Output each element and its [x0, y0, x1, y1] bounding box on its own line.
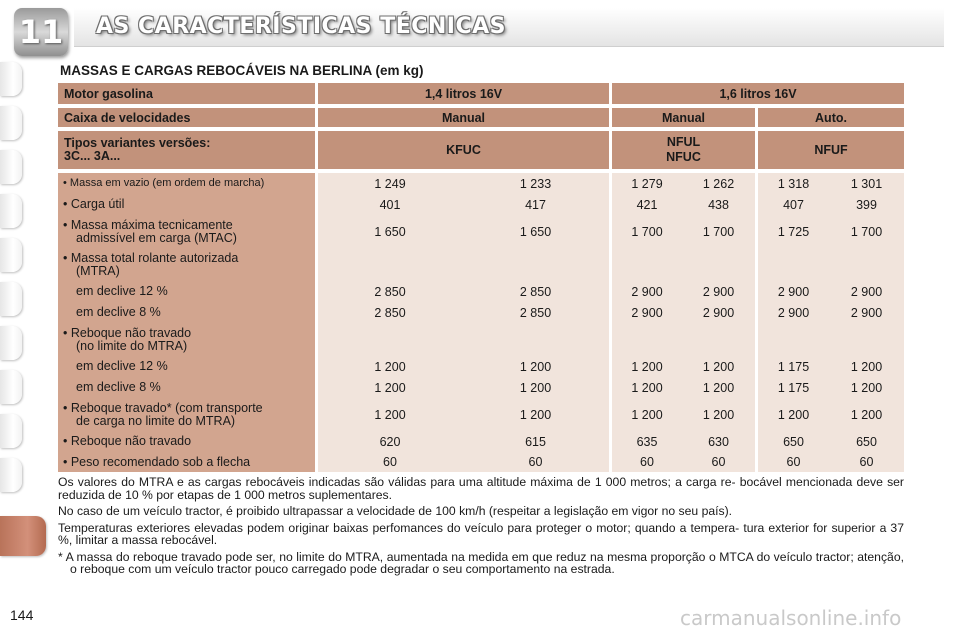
row-label — [58, 248, 315, 281]
row-label-text: • Massa total rolante autorizada — [63, 250, 239, 265]
gearbox-col-2: Manual — [609, 108, 755, 127]
variants-label-line-2: 3C... 3A... — [64, 149, 121, 163]
row-value: 1 262 — [682, 173, 755, 194]
table-row — [58, 173, 904, 194]
engine-row — [58, 83, 904, 104]
row-label-text: • Reboque travado* (com transporte — [63, 400, 263, 415]
table-row — [58, 356, 904, 377]
engine-col-2: 1,6 litros 16V — [609, 83, 904, 104]
row-value: 1 200 — [682, 356, 755, 377]
table-row — [58, 194, 904, 215]
row-value: 1 318 — [755, 173, 829, 194]
row-label-text: • Peso recomendado sob a flecha — [63, 454, 251, 469]
row-label-text: • Massa em vazio (em ordem de marcha) — [63, 177, 265, 189]
row-label-text: em declive 8 % — [76, 380, 161, 394]
row-value: 1 200 — [609, 377, 682, 398]
row-value: 650 — [829, 431, 904, 452]
watermark: carmanualsonline.info — [680, 606, 902, 630]
row-value — [315, 248, 462, 281]
row-value: 1 650 — [462, 215, 609, 248]
row-value: 1 175 — [755, 377, 829, 398]
row-value: 438 — [682, 194, 755, 215]
chapter-tab[interactable] — [0, 458, 22, 492]
row-value: 1 200 — [462, 377, 609, 398]
row-value: 60 — [755, 452, 829, 472]
row-value — [462, 248, 609, 281]
row-label — [58, 377, 315, 398]
row-value — [755, 248, 829, 281]
note-footnote: * A massa do reboque travado pode ser, no limite do MTRA, aumentada na medida em que reduz na mesma proporção o MTCA do veículo tractor; atenção, o reboque com um veículo tractor pouco carregado pode degradar o seu comportamento na estrada. — [58, 549, 904, 576]
row-value: 1 200 — [682, 398, 755, 431]
row-label — [58, 323, 315, 356]
row-value: 1 200 — [315, 398, 462, 431]
row-value: 1 200 — [755, 398, 829, 431]
row-label — [58, 302, 315, 323]
table-row — [58, 215, 904, 248]
row-value: 1 200 — [829, 377, 904, 398]
row-label-text: • Reboque não travado — [63, 434, 192, 448]
row-value: 60 — [609, 452, 682, 472]
row-label-text: em declive 8 % — [76, 305, 161, 319]
row-value: 1 200 — [682, 377, 755, 398]
row-value: 650 — [755, 431, 829, 452]
gearbox-col-1: Manual — [315, 108, 609, 127]
row-value — [315, 323, 462, 356]
chapter-tab[interactable] — [0, 238, 22, 272]
row-value: 60 — [315, 452, 462, 472]
gearbox-label: Caixa de velocidades — [58, 108, 315, 127]
row-label-text-2: (no limite do MTRA) — [76, 338, 188, 353]
row-value: 2 850 — [315, 281, 462, 302]
row-value — [682, 248, 755, 281]
row-value: 1 279 — [609, 173, 682, 194]
table-row — [58, 377, 904, 398]
row-value: 2 900 — [609, 281, 682, 302]
row-value: 60 — [682, 452, 755, 472]
row-value: 2 900 — [755, 302, 829, 323]
row-label — [58, 281, 315, 302]
row-label-text: em declive 12 % — [76, 359, 168, 373]
engine-label: Motor gasolina — [58, 83, 315, 104]
variants-label-line-1: Tipos variantes versões: — [64, 136, 211, 150]
section-title: MASSAS E CARGAS REBOCÁVEIS NA BERLINA (em kg) — [60, 63, 424, 78]
gearbox-row — [58, 108, 904, 127]
chapter-tab[interactable] — [0, 326, 22, 360]
chapter-tabs — [0, 52, 22, 612]
table-row — [58, 281, 904, 302]
row-value: 1 233 — [462, 173, 609, 194]
chapter-tab[interactable] — [0, 194, 22, 228]
page-title: AS CARACTERÍSTICAS TÉCNICAS — [96, 14, 506, 39]
chapter-tab[interactable] — [0, 282, 22, 316]
row-label-text-2: de carga no limite do MTRA) — [76, 413, 236, 428]
table-row — [58, 398, 904, 431]
row-value: 1 200 — [609, 356, 682, 377]
row-label-text: • Carga útil — [63, 197, 125, 211]
row-label — [58, 215, 315, 248]
row-value: 635 — [609, 431, 682, 452]
row-value: 1 700 — [609, 215, 682, 248]
variant-col-3: NFUF — [755, 131, 904, 169]
row-value: 1 200 — [315, 356, 462, 377]
table-row — [58, 302, 904, 323]
row-value — [682, 323, 755, 356]
row-label — [58, 356, 315, 377]
row-value — [462, 323, 609, 356]
variants-label — [58, 131, 315, 169]
row-label — [58, 194, 315, 215]
row-value: 60 — [829, 452, 904, 472]
row-label-text: • Massa máxima tecnicamente — [63, 217, 233, 232]
row-value: 1 200 — [462, 356, 609, 377]
row-value — [755, 323, 829, 356]
row-value: 2 900 — [829, 302, 904, 323]
table-row — [58, 452, 904, 472]
row-value: 2 900 — [682, 281, 755, 302]
chapter-tab[interactable] — [0, 62, 22, 96]
row-value: 2 900 — [609, 302, 682, 323]
row-value: 421 — [609, 194, 682, 215]
notes — [58, 476, 904, 580]
variant-col-1: KFUC — [315, 131, 609, 169]
row-value: 630 — [682, 431, 755, 452]
row-value — [829, 323, 904, 356]
table-row — [58, 248, 904, 281]
row-value: 407 — [755, 194, 829, 215]
row-value: 615 — [462, 431, 609, 452]
row-value: 1 700 — [682, 215, 755, 248]
row-label — [58, 173, 315, 194]
page-number: 144 — [10, 607, 34, 623]
row-label-text: • Reboque não travado — [63, 325, 192, 340]
specs-table-body — [58, 173, 904, 472]
row-value — [609, 248, 682, 281]
row-label — [58, 398, 315, 431]
chapter-tab[interactable] — [0, 414, 22, 448]
variant-col-2-line-2: NFUC — [666, 150, 701, 164]
row-value: 1 200 — [462, 398, 609, 431]
chapter-tab[interactable] — [0, 106, 22, 140]
row-value: 1 700 — [829, 215, 904, 248]
row-value: 1 249 — [315, 173, 462, 194]
gearbox-col-3: Auto. — [755, 108, 904, 127]
table-row — [58, 323, 904, 356]
row-value: 2 900 — [755, 281, 829, 302]
variants-row — [58, 131, 904, 169]
row-value: 620 — [315, 431, 462, 452]
row-value: 2 850 — [462, 302, 609, 323]
row-label — [58, 431, 315, 452]
chapter-tab[interactable] — [0, 370, 22, 404]
row-value: 1 200 — [829, 356, 904, 377]
row-value — [609, 323, 682, 356]
row-value: 1 200 — [829, 398, 904, 431]
note-speed: No caso de um veículo tractor, é proibido ultrapassar a velocidade de 100 km/h (respeitar a legislação em vigor no seu país). — [58, 504, 733, 518]
table-row — [58, 431, 904, 452]
row-value: 1 200 — [315, 377, 462, 398]
row-value: 60 — [462, 452, 609, 472]
row-label — [58, 452, 315, 472]
row-value: 2 900 — [829, 281, 904, 302]
row-label-text: em declive 12 % — [76, 284, 168, 298]
chapter-number-badge: 11 — [14, 8, 68, 56]
chapter-tab-active[interactable] — [0, 516, 46, 556]
row-label-text-2: (MTRA) — [76, 263, 120, 278]
note-altitude: Os valores do MTRA e as cargas rebocáveis indicadas são válidas para uma altitude máxima de 1 000 metros; a carga re- bocável mencionada deve ser reduzida de 10 % por etapas de 1 000 metros suplementares. — [58, 475, 904, 502]
row-value — [829, 248, 904, 281]
row-value: 399 — [829, 194, 904, 215]
row-value: 2 900 — [682, 302, 755, 323]
engine-col-1: 1,4 litros 16V — [315, 83, 609, 104]
row-value: 1 301 — [829, 173, 904, 194]
row-value: 1 175 — [755, 356, 829, 377]
row-value: 1 650 — [315, 215, 462, 248]
variant-col-2-line-1: NFUL — [666, 135, 701, 149]
row-value: 401 — [315, 194, 462, 215]
note-temperature: Temperaturas exteriores elevadas podem originar baixas perfomances do veículo para proteger o motor; quando a tempera- tura exterior for superior a 37 %, limitar a massa rebocável. — [58, 520, 904, 547]
row-value: 2 850 — [462, 281, 609, 302]
specs-table — [58, 83, 904, 472]
row-value: 417 — [462, 194, 609, 215]
row-label-text-2: admissível em carga (MTAC) — [76, 230, 237, 245]
row-value: 1 200 — [609, 398, 682, 431]
row-value: 1 725 — [755, 215, 829, 248]
variant-col-2 — [609, 131, 755, 169]
chapter-tab[interactable] — [0, 150, 22, 184]
row-value: 2 850 — [315, 302, 462, 323]
